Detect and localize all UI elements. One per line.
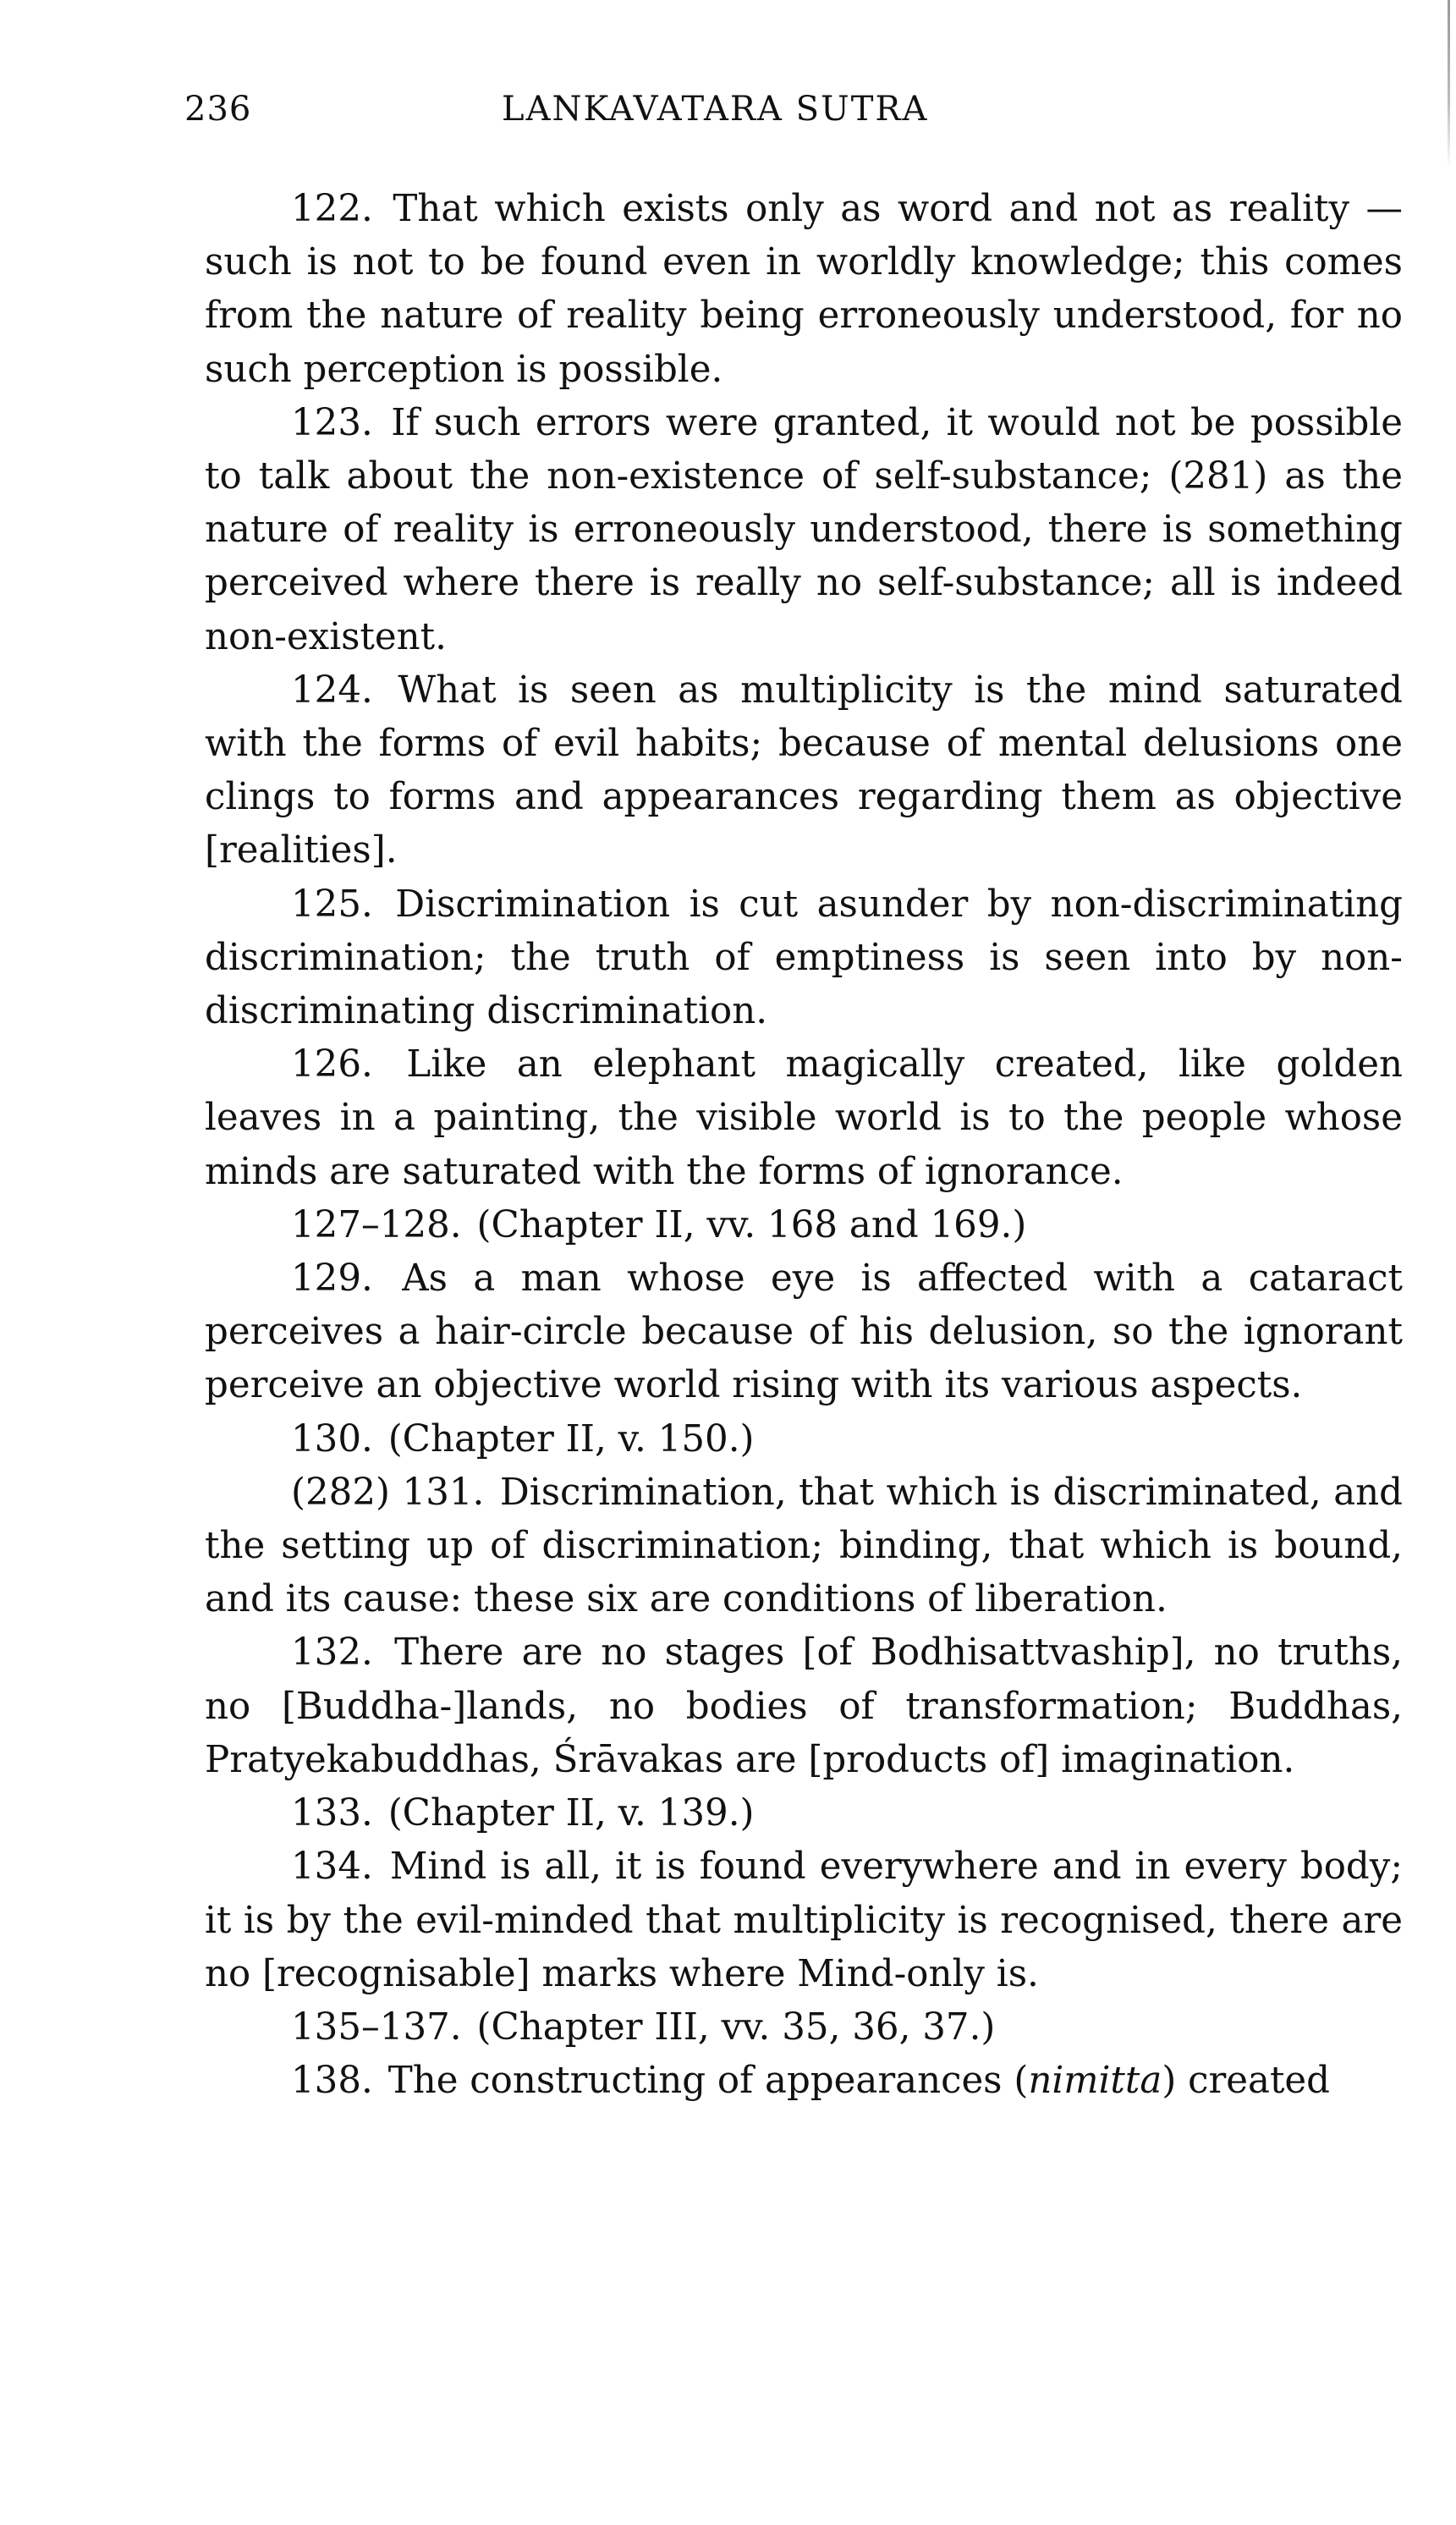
page-header [184, 90, 1403, 149]
verse-text-continued: ) created [1162, 2060, 1331, 2103]
verse-132 [205, 1626, 1403, 1787]
verse-text: That which exists only as word and not as reality —such is not to be found even in worldly knowledge; this comes from the nature of reality being erroneously understood, for no such perception is possible. [205, 188, 1404, 391]
verse-text: As a man whose eye is affected with a cataract perceives a hair-circle because of his delusion, so the ignorant perceive an objective world rising with its various aspects. [205, 1257, 1403, 1407]
verse-number: 125. [291, 883, 373, 926]
margin-rule [1448, 0, 1450, 169]
verse-text: Discrimination is cut asunder by non-discriminating discrimination; the truth of emptiness is seen into by non-discriminating discrimination. [205, 883, 1403, 1033]
verse-text: If such errors were granted, it would not be possible to talk about the non-existence of self-substance; (281) as the nature of reality is erroneously understood, there is something perceived where there is really no self-substance; all is indeed non-existent. [205, 401, 1403, 658]
verse-text: The constructing of appearances ( [387, 2060, 1029, 2103]
verse-number: 135–137. [291, 2005, 462, 2049]
verse-125 [205, 878, 1403, 1039]
verse-list [205, 183, 1403, 2108]
verse-text: Discrimination, that which is discriminated, and the setting up of discrimination; binding, that which is bound, and its cause: these six are conditions of liberation. [205, 1471, 1404, 1621]
verse-number: 124. [291, 668, 373, 712]
verse-text: There are no stages [of Bodhisattvaship], no truths, no [Buddha-]lands, no bodies of transformation; Buddhas, Pratyekabuddhas, Śrāvakas are [products of] imagination. [205, 1631, 1404, 1781]
verse-text: Mind is all, it is found everywhere and in every body; it is by the evil-minded that multiplicity is recognised, there are no [recognisable] marks where Mind-only is. [205, 1846, 1403, 1995]
verse-number: 129. [291, 1257, 373, 1301]
verse-number: 133. [291, 1792, 373, 1835]
verse-number: 127–128. [291, 1203, 462, 1246]
verse-131 [205, 1466, 1403, 1627]
verse-134 [205, 1840, 1403, 2001]
verse-number: 123. [291, 401, 373, 444]
verse-122 [205, 183, 1403, 397]
verse-123 [205, 397, 1403, 664]
verse-number: 134. [291, 1846, 373, 1889]
verse-number: (282) 131. [291, 1471, 485, 1514]
verse-number: 132. [291, 1631, 373, 1675]
verse-text: (Chapter III, vv. 35, 36, 37.) [476, 2005, 996, 2049]
verse-number: 138. [291, 2060, 373, 2103]
verse-129 [205, 1252, 1403, 1413]
verse-126 [205, 1038, 1403, 1199]
verse-130 [205, 1413, 1403, 1466]
page-number: 236 [184, 90, 252, 129]
verse-124 [205, 664, 1403, 878]
verse-number: 126. [291, 1043, 373, 1086]
verse-135-137 [205, 2001, 1403, 2055]
verse-text: (Chapter II, vv. 168 and 169.) [476, 1203, 1027, 1246]
running-title: LANKAVATARA SUTRA [502, 90, 929, 129]
verse-138 [205, 2055, 1403, 2108]
verse-text: What is seen as multiplicity is the mind saturated with the forms of evil habits; because of mental delusions one clings to forms and appearances regarding them as objective [realities]. [205, 668, 1403, 872]
verse-text: (Chapter II, v. 139.) [387, 1792, 755, 1835]
verse-text: Like an elephant magically created, like golden leaves in a painting, the visible world is to the people whose minds are saturated with the forms of ignorance. [205, 1043, 1404, 1193]
verse-127-128 [205, 1199, 1403, 1252]
verse-number: 130. [291, 1417, 373, 1461]
verse-number: 122. [291, 188, 373, 230]
sanskrit-term: nimitta [1028, 2060, 1162, 2103]
verse-133 [205, 1787, 1403, 1840]
verse-text: (Chapter II, v. 150.) [387, 1417, 755, 1461]
